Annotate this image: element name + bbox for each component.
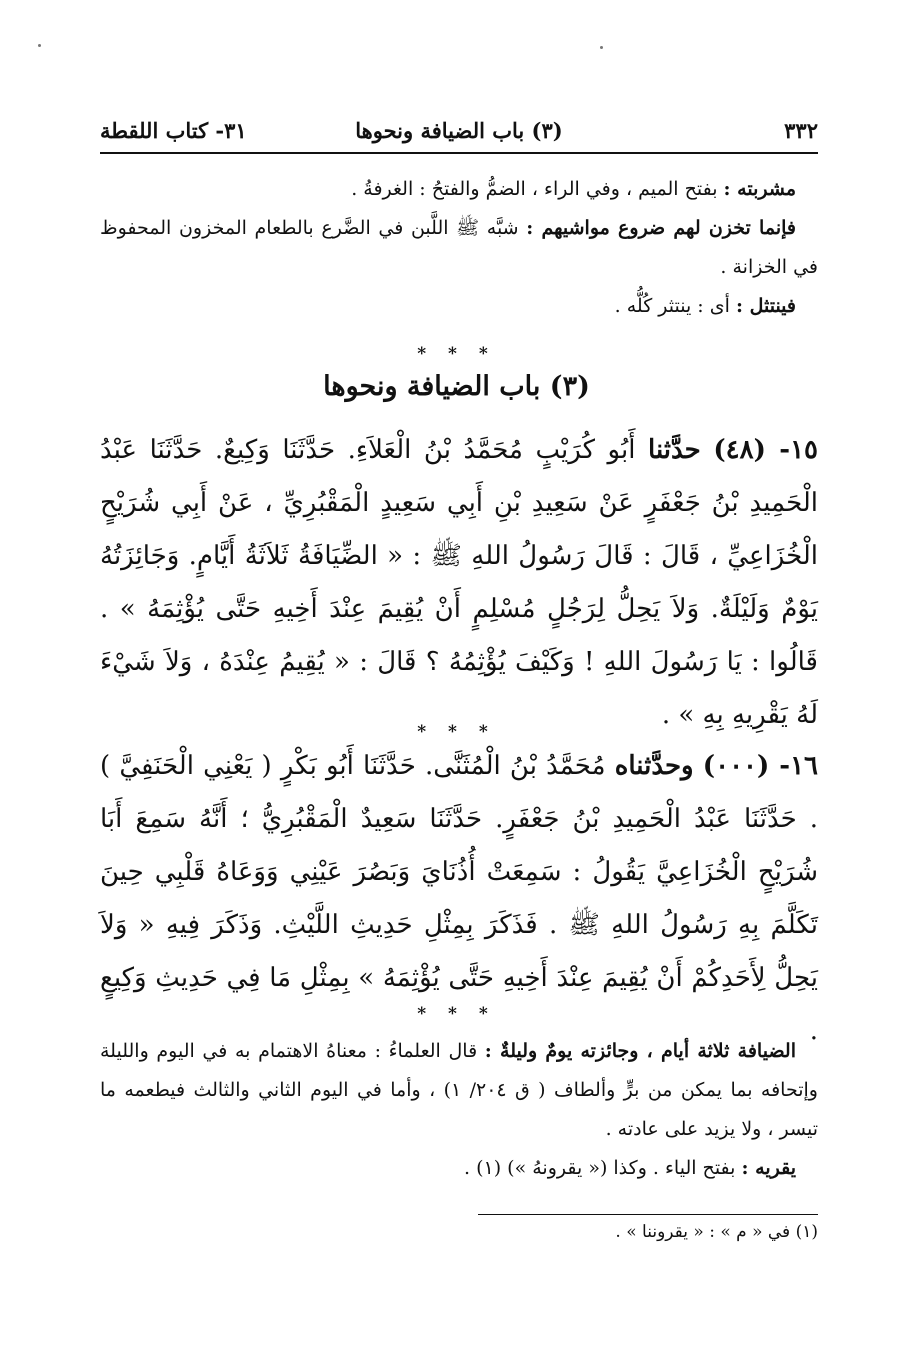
- note-text: بفتح الميم ، وفي الراء ، الضمُّ والفتحُ : الغرفةُ .: [351, 178, 724, 200]
- note-item: [100, 209, 818, 287]
- hadith-text: مُحَمَّدُ بْنُ الْمُثَنَّى. حَدَّثَنَا أَبُو بَكْرٍ ( يَعْنِي الْحَنَفِيَّ ) . حَدَّثَنَا عَبْدُ الْحَمِيدِ بْنُ جَعْفَرٍ. حَدَّثَنَا سَعِيدٌ الْمَقْبُرِيُّ ؛ أَنَّهُ سَمِعَ أَبَا شُرَيْحٍ الْخُزَاعِيَّ يَقُولُ : سَمِعَتْ أُذُنَايَ وَبَصُرَ عَيْنِي وَوَعَاهُ قَلْبِي حِينَ تَكَلَّمَ بِهِ رَسُولُ اللهِ ﷺ . فَذَكَرَ بِمِثْلِ حَدِيثِ اللَّيْثِ. وَذَكَرَ فِيهِ « وَلاَ يَحِلُّ لِأَحَدِكُمْ أَنْ يُقِيمَ عِنْدَ أَخِيهِ حَتَّى يُؤْثِمَهُ » بِمِثْلِ مَا فِي حَدِيثِ وَكِيعٍ .: [100, 751, 818, 1046]
- page-number: ٣٣٢: [784, 118, 818, 143]
- note-text: أى : ينتثر كُلُّه .: [614, 295, 736, 317]
- header-chapter-title: (٣) باب الضيافة ونحوها: [355, 118, 563, 143]
- note-term: الضيافة ثلاثة أيام ، وجائزته يومٌ وليلةٌ :: [484, 1040, 796, 1062]
- section-separator: * * *: [417, 722, 496, 742]
- note-text: شبَّه ﷺ اللَّبن في الضَّرع بالطعام المخزون المحفوظ في الخزانة .: [100, 217, 818, 278]
- notes-bottom: [100, 1032, 818, 1188]
- footnote-divider: [478, 1214, 818, 1215]
- scan-speck: [600, 46, 603, 49]
- note-term: فإنما تخزن لهم ضروع مواشيهم :: [526, 217, 796, 239]
- hadith-text: أَبُو كُرَيْبٍ مُحَمَّدُ بْنُ الْعَلاَءِ. حَدَّثَنَا وَكِيعٌ. حَدَّثَنَا عَبْدُ الْحَمِيدِ بْنُ جَعْفَرٍ عَنْ سَعِيدِ بْنِ أَبِي سَعِيدٍ الْمَقْبُرِيِّ ، عَنْ أَبِي شُرَيْحٍ الْخُزَاعِيِّ ، قَالَ : قَالَ رَسُولُ اللهِ ﷺ : « الضِّيَافَةُ ثَلاَثَةُ أَيَّامٍ. وَجَائِزَتُهُ يَوْمٌ وَلَيْلَةٌ. وَلاَ يَحِلُّ لِرَجُلٍ مُسْلِمٍ أَنْ يُقِيمَ عِنْدَ أَخِيهِ حَتَّى يُؤْثِمَهُ » . قَالُوا : يَا رَسُولَ اللهِ ! وَكَيْفَ يُؤْثِمُهُ ؟ قَالَ : « يُقِيمُ عِنْدَهُ ، وَلاَ شَيْءَ لَهُ يَقْرِيهِ بِهِ » .: [100, 435, 818, 730]
- section-separator: * * *: [417, 344, 496, 364]
- hadith-number: ١٦- (٠٠٠): [702, 751, 819, 781]
- note-item: [100, 287, 818, 326]
- scan-speck: [38, 44, 41, 47]
- hadith-block: [100, 424, 818, 742]
- hadith-number: ١٥- (٤٨): [713, 435, 818, 465]
- footnote: (١) في « م » : « يقروننا » .: [615, 1222, 818, 1242]
- note-text: قال العلماءُ : معناهُ الاهتمام به في اليوم والليلة وإتحافه بما يمكن من برٍّ وألطاف ( ق ٢٠٤/ ١) ، وأما في اليوم الثاني والثالث فيطعمه ما تيسر ، ولا يزيد على عادته .: [100, 1040, 818, 1140]
- header-book-title: ٣١- كتاب اللقطة: [100, 118, 247, 143]
- running-header: [100, 112, 818, 154]
- note-item: [100, 1149, 818, 1188]
- section-separator: * * *: [417, 1004, 496, 1024]
- note-item: [100, 170, 818, 209]
- note-term: فينتثل :: [735, 295, 796, 317]
- section-title: (٣) باب الضيافة ونحوها: [323, 371, 590, 402]
- note-term: يقريه :: [741, 1157, 796, 1179]
- note-term: مشربته :: [723, 178, 796, 200]
- note-item: [100, 1032, 818, 1149]
- hadith-lead: حدَّثنا: [648, 435, 701, 465]
- hadith-lead: وحدَّثناه: [614, 751, 694, 781]
- notes-top: [100, 170, 818, 326]
- note-text: بفتح الياء . وكذا (« يقرونهُ ») (١) .: [464, 1157, 742, 1179]
